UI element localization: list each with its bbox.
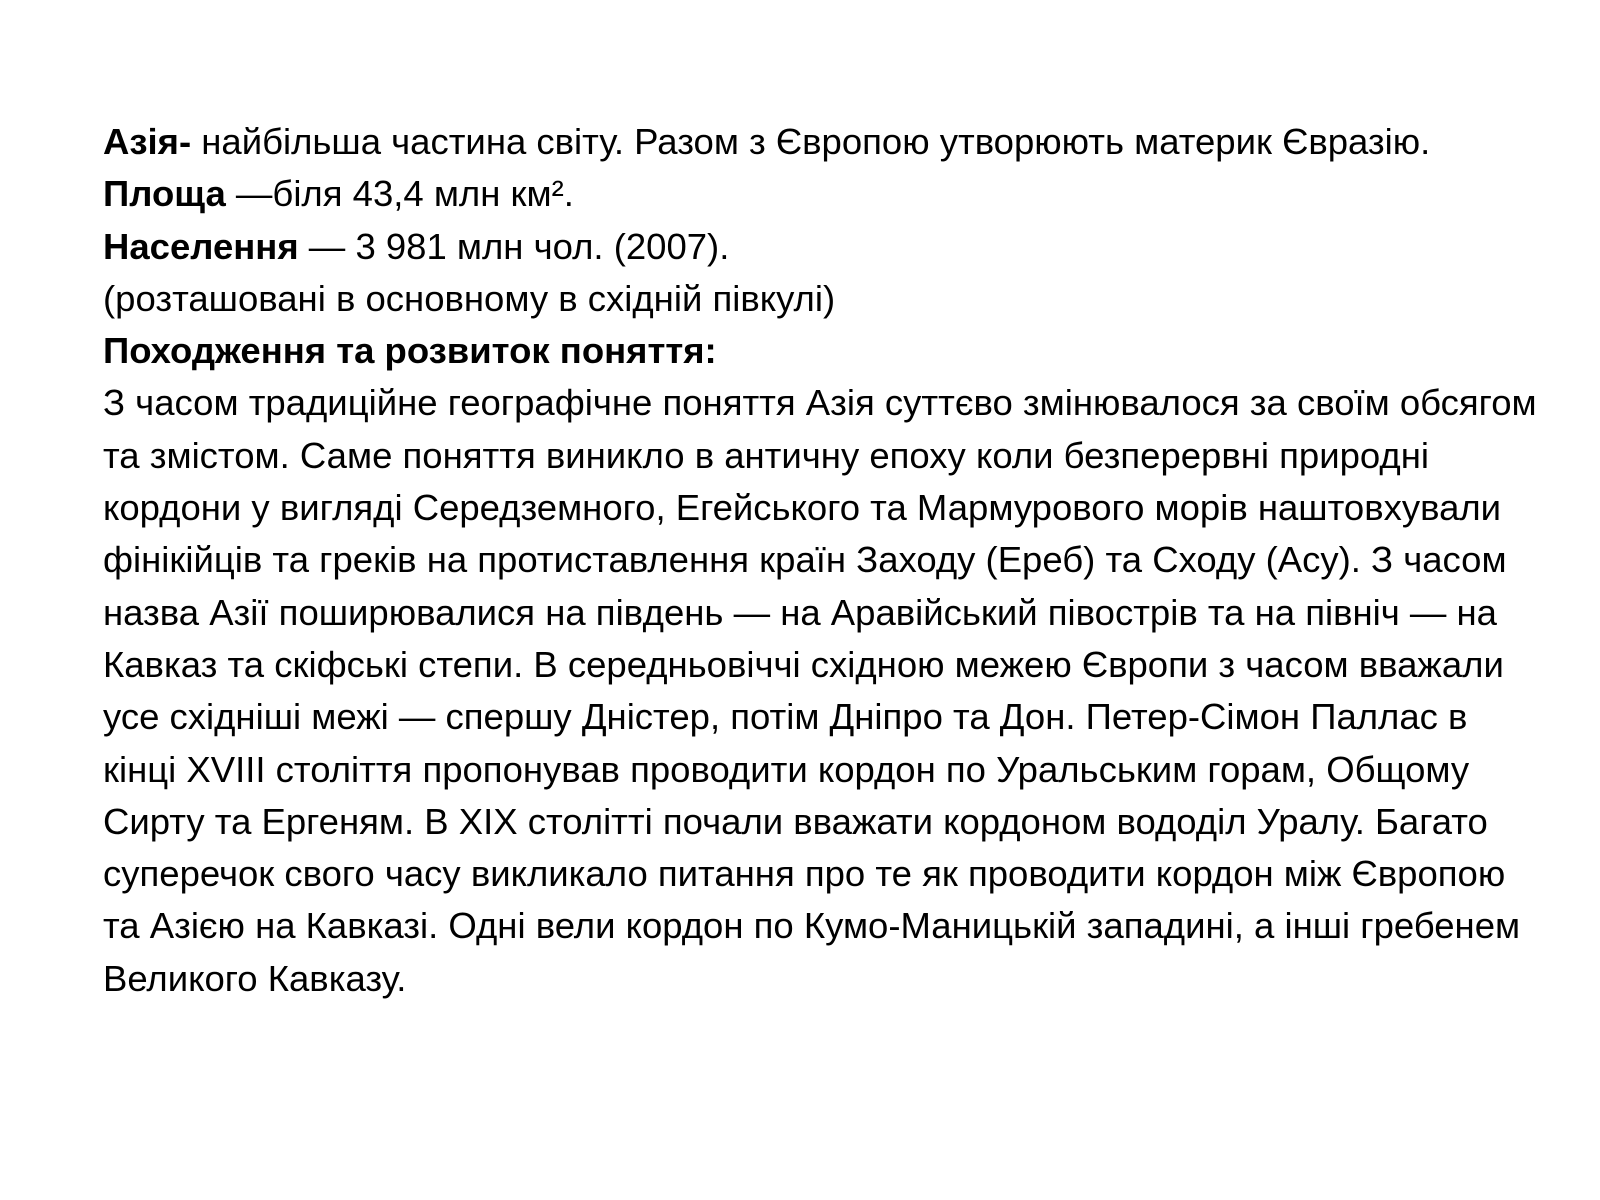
area-line — [103, 168, 1543, 220]
origin-heading: Походження та розвиток поняття: — [103, 330, 717, 372]
area-label: Площа — [103, 173, 226, 215]
area-text: —біля 43,4 млн км². — [225, 173, 574, 215]
intro-text: найбільша частина світу. Разом з Європою утворюють материк Євразію. — [191, 121, 1431, 162]
location-note: (розташовані в основному в східній півкулі) — [103, 277, 836, 319]
slide-text — [103, 116, 1543, 1005]
intro-paragraph — [103, 116, 1543, 168]
population-label: Населення — [103, 225, 299, 267]
intro-term: Азія- — [103, 121, 192, 162]
population-line — [103, 221, 1543, 273]
origin-paragraph: З часом традиційне географічне поняття Азія суттєво змінювалося за своїм обсягом та змістом. Саме поняття виникло в античну епоху коли безперервні природні кордони у вигляді Середземного, Егейського та Мармурового морів наштовхували фінікійців та греків на протиставлення країн Заходу (Ереб) та Сходу (Асу). З часом назва Азії поширювалися на південь — на Аравійський півострів та на північ — на Кавказ та скіфські степи. В середньовіччі східною межею Європи з часом вважали усе східніші межі — спершу Дністер, потім Дніпро та Дон. Петер-Сімон Паллас в кінці XVIII століття пропонував проводити кордон по Уральським горам, Общому Сирту та Ергеням. В XIX столітті почали вважати кордоном вододіл Уралу. Багато суперечок свого часу викликало питання про те як проводити кордон між Європою та Азією на Кавказі. Одні вели кордон по Кумо-Маницькій западині, а інші гребенем Великого Кавказу. — [103, 382, 1537, 999]
population-text: — 3 981 млн чол. (2007). — [298, 225, 730, 267]
